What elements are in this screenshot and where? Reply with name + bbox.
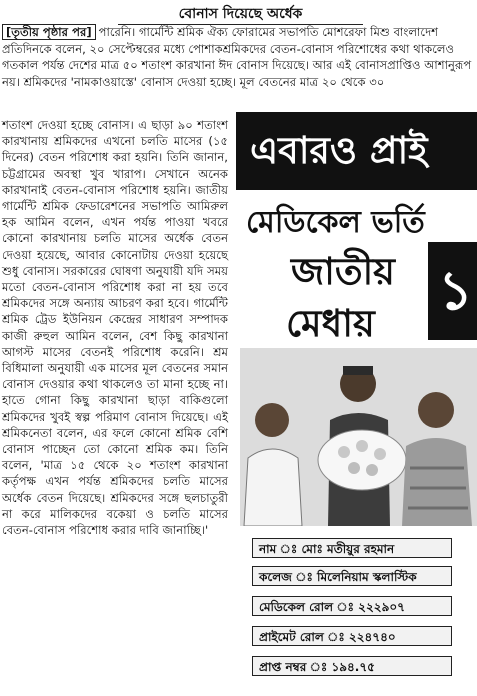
article-intro (2, 24, 472, 90)
continued-from-label: [তৃতীয় পৃষ্ঠার পর] (2, 24, 96, 40)
photo-illustration (240, 348, 477, 526)
intro-text: পারেনি। গার্মেন্টি শ্রমিক ঐক্য ফোরামের সভাপতি মোশরেফা মিশু বাংলাদেশ প্রতিদিনকে বলেন, ২০ সেপ্টেম্বরের মধ্যে পোশাকশ্রমিকদের বেতন-বোনাস পরিশোধের কথা থাকলেও গতকাল পর্যন্ত দেশের মাত্র ৫০ শতাংশ কারখানা ঈদ বোনাস দিয়েছে। আর এই বোনাসপ্রাপ্তিও আশানুরূপ নয়। শ্রমিকদের 'নামকাওয়াস্তে' বোনাস দেওয়া হচ্ছে। মূল বেতনের মাত্র ২০ থেকে ৩০ (2, 25, 472, 89)
advertisement (236, 112, 477, 696)
article-heading: বোনাস দিয়েছে অর্ধেক (118, 4, 363, 25)
info-college: কলেজ ঃ মিলেনিয়াম স্কলাস্টিক (252, 566, 452, 586)
info-name: নাম ঃ মোঃ মতীয়ুর রহমান (252, 538, 452, 558)
ad-rank-box: ১ (428, 242, 477, 340)
ad-headline: মেডিকেল ভর্তি (246, 205, 425, 240)
info-score: প্রাপ্ত নম্বর ঃ ১৯৪.৭৫ (252, 656, 452, 676)
ad-talent-label: মেধায় (286, 302, 375, 345)
ad-banner: এবারও প্রাই (236, 112, 477, 190)
ad-national-label: জাতীয় (291, 250, 395, 293)
info-medical-roll: মেডিকেল রোল ঃ ২২২৯০৭ (252, 596, 452, 616)
article-column (2, 117, 228, 538)
student-photo (240, 348, 477, 526)
info-primate-roll: প্রাইমেট রোল ঃ ২২৪৭৪০ (252, 626, 452, 646)
column-text: শতাংশ দেওয়া হচ্ছে বোনাস। এ ছাড়া ৯০ শতাংশ কারখানায় শ্রমিকদের এখনো চলতি মাসের (১৫ দিনের) বেতন পরিশোধ করা হয়নি। তিনি জানান, চট্টগ্রামের অবস্থা খুব খারাপ। সেখানে অনেক কারখানাই বেতন-বোনাস পরিশোধ হয়নি। জাতীয় গার্মেন্টি শ্রমিক ফেডারেশনের সভাপতি আমিরুল হক আমিন বলেন, এখন পর্যন্ত পাওয়া খবরে কোনো কারখানায় চলতি মাসের অর্ধেক বেতন দেওয়া হয়েছে, আবার কোনোটায় দেওয়া হয়েছে শুধু বোনাস। সরকারের ঘোষণা অনুযায়ী যদি সময় মতো বেতন-বোনাস পরিশোধ করা না হয় তবে শ্রমিকদের সঙ্গে অন্যায় আচরণ করা হবে। গার্মেন্টি শ্রমিক ট্রেড ইউনিয়ন কেন্দ্রের সাধারণ সম্পাদক কাজী রুহুল আমিন বলেন, বেশ কিছু কারখানা আগস্ট মাসের বেতনই পরিশোধ করেনি। শ্রম বিধিমালা অনুযায়ী এক মাসের মূল বেতনের সমান বোনাস দেওয়ার কথা থাকলেও তা মানা হচ্ছে না। হাতে গোনা কিছু কারখানা ছাড়া বাকিগুলো শ্রমিকদের খুবই স্বল্প পরিমাণ বোনাস দিয়েছে। এই শ্রমিকনেতা বলেন, এর ফলে কোনো শ্রমিক বেশি বোনাস পাচ্ছেন তো কোনো শ্রমিক কম। তিনি বলেন, 'মাত্র ১৫ থেকে ২০ শতাংশ কারখানা কর্তৃপক্ষ এখন পর্যন্ত শ্রমিকদের চলতি মাসের অর্ধেক বেতন দিয়েছে। শ্রমিকদের সঙ্গে ছলচাতুরী না করে মালিকদের বকেয়া ও চলতি মাসের বেতন-বোনাস পরিশোধ করার দাবি জানাচ্ছি।' (2, 118, 228, 538)
